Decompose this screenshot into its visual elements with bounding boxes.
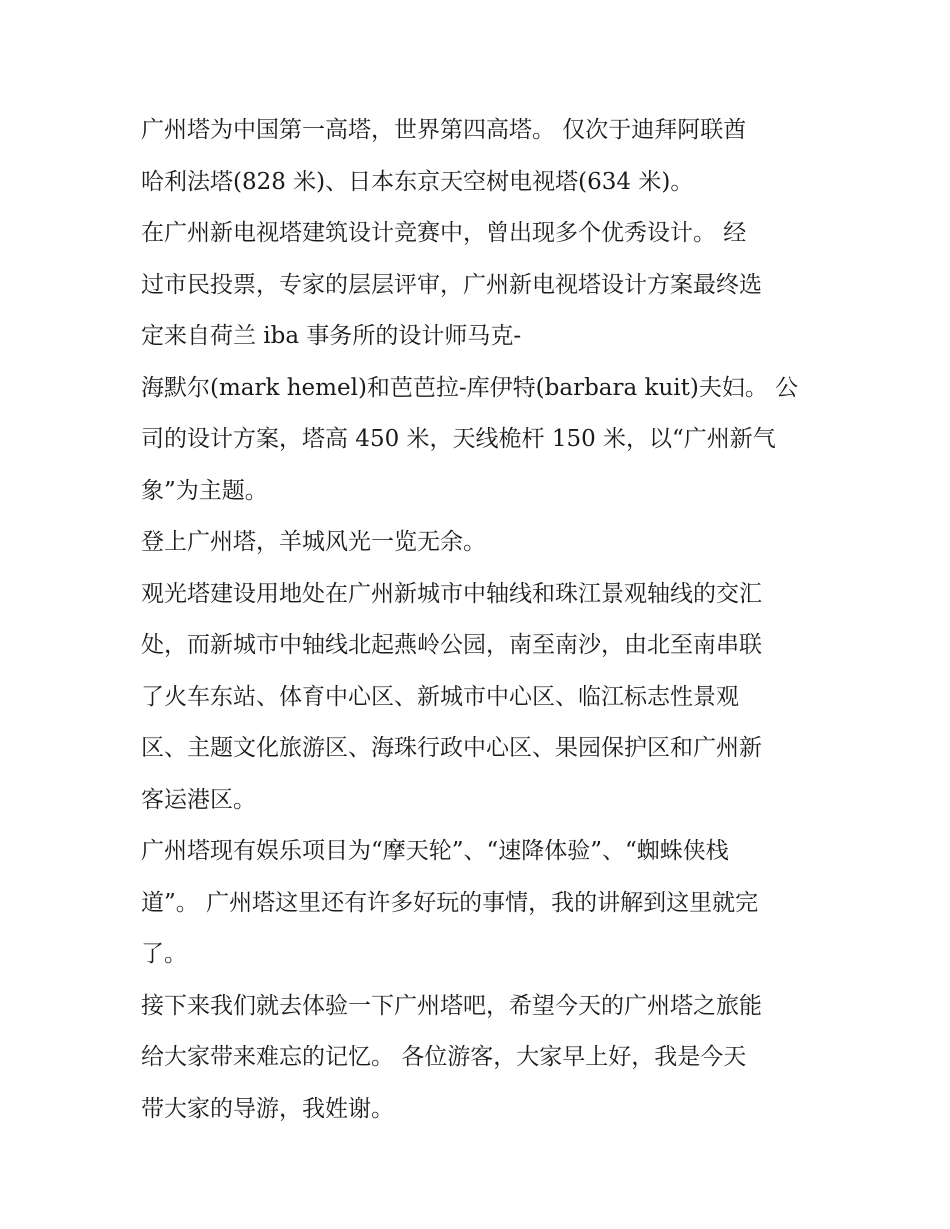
text-line: 区、主题文化旅游区、海珠行政中心区、果园保护区和广州新 [141, 735, 762, 761]
text-line: 接下来我们就去体验一下广州塔吧，希望今天的广州塔之旅能 [141, 992, 762, 1019]
text-line: 给大家带来难忘的记忆。 各位游客，大家早上好，我是今天 [141, 1044, 747, 1070]
text-line: 处，而新城市中轴线北起燕岭公园，南至南沙，由北至南串联 [141, 632, 762, 658]
text-line: 观光塔建设用地处在广州新城市中轴线和珠江景观轴线的交汇 [141, 580, 762, 607]
text-line: 司的设计方案，塔高 450 米，天线桅杆 150 米，以“广州新气 [141, 426, 776, 452]
text-line: 广州塔为中国第一高塔，世界第四高塔。 仅次于迪拜阿联酋 [141, 117, 747, 143]
text-line: 定来自荷兰 iba 事务所的设计师马克- [141, 323, 522, 349]
text-line: 登上广州塔，羊城风光一览无余。 [141, 529, 486, 555]
text-line: 客运港区。 [141, 786, 256, 813]
text-line: 广州塔现有娱乐项目为“摩天轮”、“速降体验”、“蜘蛛侠栈 [141, 838, 729, 864]
text-line: 了。 [141, 941, 187, 967]
text-line: 海默尔(mark hemel)和芭芭拉-库伊特(barbara kuit)夫妇。 公 [141, 374, 799, 401]
text-line: 过市民投票，专家的层层评审，广州新电视塔设计方案最终选 [141, 271, 762, 298]
text-line: 在广州新电视塔建筑设计竞赛中，曾出现多个优秀设计。 经 [141, 220, 747, 246]
document-body [141, 105, 821, 1135]
text-line: 道”。 广州塔这里还有许多好玩的事情，我的讲解到这里就完 [141, 889, 759, 916]
text-line: 了火车东站、体育中心区、新城市中心区、临江标志性景观 [141, 683, 739, 710]
text-line: 象”为主题。 [141, 477, 268, 504]
text-line: 带大家的导游，我姓谢。 [141, 1095, 394, 1122]
text-line: 哈利法塔(828 米)、日本东京天空树电视塔(634 米)。 [141, 168, 694, 195]
